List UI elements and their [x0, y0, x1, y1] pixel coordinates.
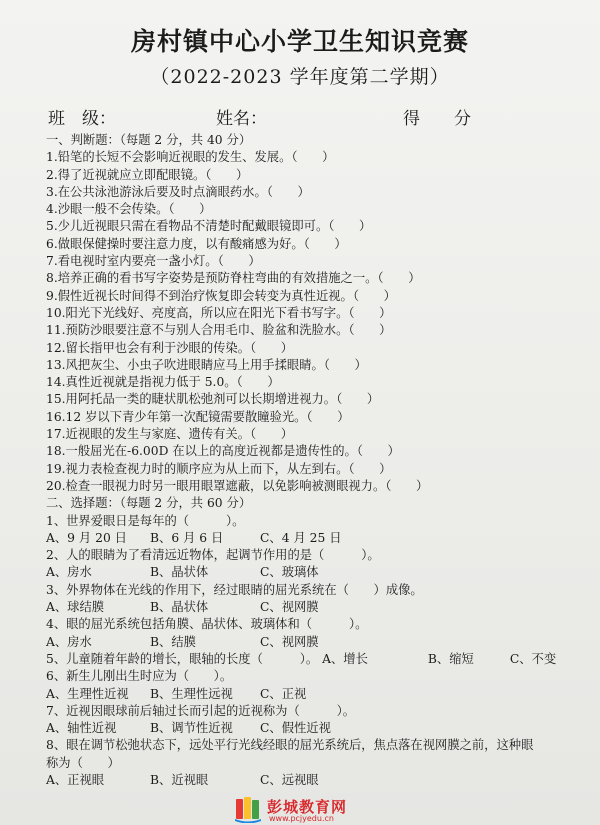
option-b: B、生理性远视	[150, 686, 233, 701]
option-b: B、调节性近视	[150, 721, 233, 736]
answer-options	[46, 530, 566, 547]
judgement-item: 6.做眼保健操时要注意力度，以有酸痛感为好。（ ）	[46, 236, 347, 251]
answer-options	[46, 564, 566, 581]
judgement-item: 5.少儿近视眼只需在看物品不清楚时配戴眼镜即可。（ ）	[46, 219, 372, 234]
exam-title: 房村镇中心小学卫生知识竞赛	[130, 27, 469, 56]
student-info-row	[48, 104, 558, 129]
choice-question	[46, 703, 566, 738]
score-label: 得 分	[403, 109, 471, 129]
choice-question	[46, 737, 566, 789]
choice-question	[46, 582, 566, 617]
option-a: A、房水	[46, 565, 92, 580]
judgement-item: 10.阳光下光线好、亮度高，所以应在阳光下看书写字。（ ）	[46, 305, 392, 320]
judgement-item: 11.预防沙眼要注意不与别人合用毛巾、脸盆和洗脸水。（ ）	[46, 323, 392, 338]
site-url: www.pcjyedu.cn	[269, 814, 334, 823]
judgement-item: 3.在公共泳池游泳后要及时点滴眼药水。（ ）	[46, 184, 310, 199]
judgement-list	[46, 149, 566, 495]
judgement-item: 7.看电视时室内要亮一盏小灯。（ ）	[46, 254, 261, 269]
section-heading-choice: 二、选择题：（每题 2 分，共 60 分）	[46, 496, 252, 511]
choice-question	[46, 513, 566, 548]
answer-options	[46, 720, 566, 737]
judgement-item: 18.一般屈光在-6.00D 在以上的高度近视都是遗传性的。（ ）	[46, 444, 400, 459]
question-text: 4、眼的屈光系统包括角膜、晶状体、玻璃体和（ ）。	[46, 617, 368, 632]
choice-question	[46, 668, 566, 703]
judgement-item: 4.沙眼一般不会传染。（ ）	[46, 202, 212, 217]
judgement-item: 1.铅笔的长短不会影响近视眼的发生、发展。（ ）	[46, 150, 335, 165]
option-a: A、房水	[46, 634, 92, 649]
option-c: C、正视	[260, 686, 307, 701]
exam-content	[46, 132, 566, 789]
answer-options	[46, 634, 566, 651]
option-a: A、球结膜	[46, 600, 105, 615]
site-logo-icon	[233, 795, 263, 823]
question-text: 8、眼在调节松弛状态下，远处平行光线经眼的屈光系统后，焦点落在视网膜之前，这种眼	[46, 738, 534, 753]
option-c: C、4 月 25 日	[260, 530, 342, 545]
option-c: C、视网膜	[260, 634, 319, 649]
answer-options	[46, 599, 566, 616]
option-a: A、生理性近视	[46, 686, 129, 701]
judgement-item: 12.留长指甲也会有利于沙眼的传染。（ ）	[46, 340, 294, 355]
option-a: A、正视眼	[46, 772, 105, 787]
option-c: C、不变	[509, 651, 557, 666]
judgement-item: 20.检查一眼视力时另一眼用眼罩遮蔽，以免影响被测眼视力。（ ）	[46, 478, 429, 493]
option-b: B、晶状体	[150, 565, 209, 580]
option-c: C、假性近视	[260, 721, 331, 736]
option-b: B、6 月 6 日	[150, 530, 224, 545]
section-heading-judgement: 一、判断题：（每题 2 分，共 40 分）	[46, 133, 252, 147]
question-text: 1、世界爱眼日是每年的（ ）。	[46, 513, 245, 528]
option-b: B、结膜	[150, 634, 196, 649]
judgement-item: 17.近视眼的发生与家庭、遗传有关。（ ）	[46, 427, 294, 442]
judgement-item: 13.风把灰尘、小虫子吹进眼睛应马上用手揉眼睛。（ ）	[46, 357, 367, 372]
answer-options	[46, 772, 566, 789]
option-c: C、远视眼	[260, 772, 319, 787]
option-c: C、视网膜	[260, 600, 319, 615]
question-text-cont: 称为（ ）	[46, 755, 120, 770]
question-text: 7、近视因眼球前后轴过长而引起的近视称为（ ）。	[46, 703, 356, 718]
option-a: A、9 月 20 日	[46, 530, 127, 545]
name-label: 姓名：	[216, 109, 267, 129]
question-text: 2、人的眼睛为了看清远近物体，起调节作用的是（ ）。	[46, 548, 380, 563]
option-a: A、轴性近视	[46, 721, 117, 736]
question-text: 6、新生儿刚出生时应为（ ）。	[46, 669, 233, 684]
site-watermark	[233, 795, 383, 825]
option-b: B、缩短	[427, 651, 474, 666]
exam-subtitle: （2022-2023 学年度第二学期）	[150, 66, 450, 88]
judgement-item: 8.培养正确的看书写字姿势是预防脊柱弯曲的有效措施之一。（ ）	[46, 271, 421, 286]
judgement-item: 9.假性近视长时间得不到治疗恢复即会转变为真性近视。（ ）	[46, 288, 396, 303]
judgement-item: 15.用阿托品一类的睫状肌松弛剂可以长期增进视力。（ ）	[46, 392, 380, 407]
question-text: 3、外界物体在光线的作用下，经过眼睛的屈光系统在（ ）成像。	[46, 582, 423, 597]
choice-question	[46, 616, 566, 651]
judgement-item: 16.12 岁以下青少年第一次配镜需要散瞳验光。（ ）	[46, 409, 350, 424]
option-b: B、近视眼	[150, 772, 209, 787]
site-name: 彭城教育网	[267, 798, 348, 816]
judgement-item: 2.得了近视就应立即配眼镜。（ ）	[46, 167, 249, 182]
choice-question	[46, 651, 566, 668]
option-c: C、玻璃体	[260, 565, 319, 580]
option-b: B、晶状体	[150, 600, 209, 615]
answer-options	[46, 686, 566, 703]
judgement-item: 14.真性近视就是指视力低于 5.0。（ ）	[46, 375, 280, 390]
judgement-item: 19.视力表检查视力时的顺序应为从上而下，从左到右。（ ）	[46, 461, 392, 476]
choice-question	[46, 547, 566, 582]
question-text: 5、儿童随着年龄的增长，眼轴的长度（ ）。 A、增长	[46, 651, 368, 666]
class-label: 班 级：	[48, 109, 116, 129]
